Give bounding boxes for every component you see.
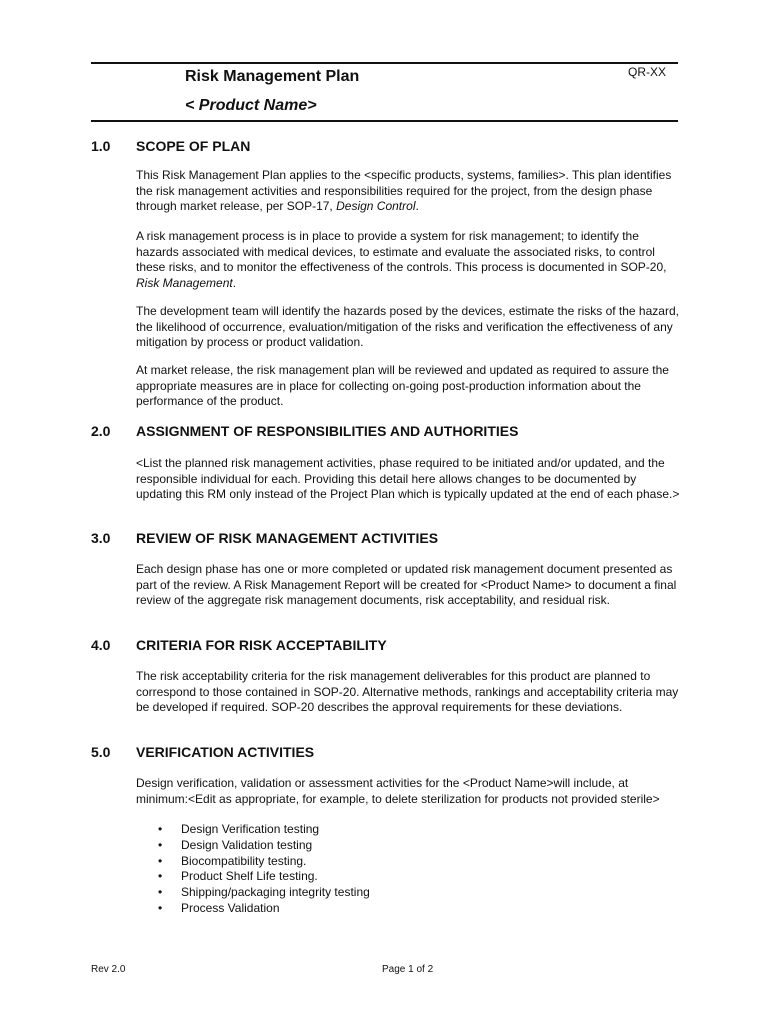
section-number: 2.0 <box>91 423 111 439</box>
page-number: Page 1 of 2 <box>382 964 434 975</box>
paragraph-text: . <box>232 275 237 290</box>
section-number: 3.0 <box>91 530 111 546</box>
section-title: ASSIGNMENT OF RESPONSIBILITIES AND AUTHORITIES <box>136 423 519 439</box>
product-name-placeholder: < Product Name> <box>185 97 317 114</box>
section-number: 1.0 <box>91 138 111 154</box>
section-heading-verification <box>91 744 314 760</box>
paragraph: At market release, the risk management plan will be reviewed and updated as required to assure the appropriate measures are in place for collecting on-going post-production information about the performance of the product. <box>136 363 669 408</box>
header-bottom-rule <box>91 120 678 122</box>
section-title: CRITERIA FOR RISK ACCEPTABILITY <box>136 637 387 653</box>
paragraph: The development team will identify the hazards posed by the devices, estimate the risks of the hazard, the likelihood of occurrence, evaluation/mitigation of the risks and verification the effectiveness of any mitigation by process or product validation. <box>136 304 679 349</box>
section-heading-review <box>91 530 438 546</box>
list-item: • Product Shelf Life testing. <box>136 869 370 885</box>
section-title: REVIEW OF RISK MANAGEMENT ACTIVITIES <box>136 530 439 546</box>
section-number: 5.0 <box>91 744 111 760</box>
header-top-rule <box>91 62 678 64</box>
revision-label: Rev 2.0 <box>91 964 126 975</box>
paragraph: The risk acceptability criteria for the risk management deliverables for this product are planned to correspond to those contained in SOP-20. Alternative methods, rankings and acceptability criteria may be developed if required. SOP-20 describes the approval requirements for these deviations. <box>136 669 679 714</box>
section-title: VERIFICATION ACTIVITIES <box>136 744 315 760</box>
document-code: QR-XX <box>628 65 667 79</box>
list-item: • Design Verification testing <box>136 822 370 838</box>
paragraph-text: A risk management process is in place to provide a system for risk management; to identify the hazards associated with medical devices, to estimate and evaluate the associated risks, to control these risks, and to monitor the effectiveness of the controls. This process is documented in SOP-20, <box>136 229 667 274</box>
list-item: • Biocompatibility testing. <box>136 854 370 870</box>
sop-reference: Risk Management <box>136 275 233 290</box>
list-item: • Design Validation testing <box>136 838 370 854</box>
section-heading-scope <box>91 138 250 154</box>
paragraph <box>136 229 681 291</box>
paragraph: Design verification, validation or assessment activities for the <Product Name>will include, at minimum:<Edit as appropriate, for example, to delete sterilization for products not provided sterile> <box>136 776 660 806</box>
paragraph: <List the planned risk management activities, phase required to be initiated and/or updated, and the responsible individual for each. Providing this detail here allows changes to be documented by updating this RM only instead of the Project Plan which is typically updated at the end of each phase.> <box>136 456 680 501</box>
document-title: Risk Management Plan <box>185 68 360 85</box>
section-heading-criteria <box>91 637 387 653</box>
sop-reference: Design Control <box>336 199 416 213</box>
paragraph <box>136 168 681 215</box>
section-title: SCOPE OF PLAN <box>136 138 251 154</box>
verification-activities-list <box>136 822 370 917</box>
list-item: • Process Validation <box>136 901 370 917</box>
paragraph-text: This Risk Management Plan applies to the <specific products, systems, families>. This plan identifies the risk management activities and responsibilities required for the project, from the design phase through market release, per SOP-17, <box>136 168 672 213</box>
section-heading-responsibilities <box>91 423 518 439</box>
paragraph-text: . <box>415 199 419 213</box>
paragraph: Each design phase has one or more completed or updated risk management document presented as part of the review. A Risk Management Report will be created for <Product Name> to document a final review of the aggregate risk management documents, risk acceptability, and residual risk. <box>136 562 677 607</box>
section-number: 4.0 <box>91 637 111 653</box>
list-item: • Shipping/packaging integrity testing <box>136 885 370 901</box>
